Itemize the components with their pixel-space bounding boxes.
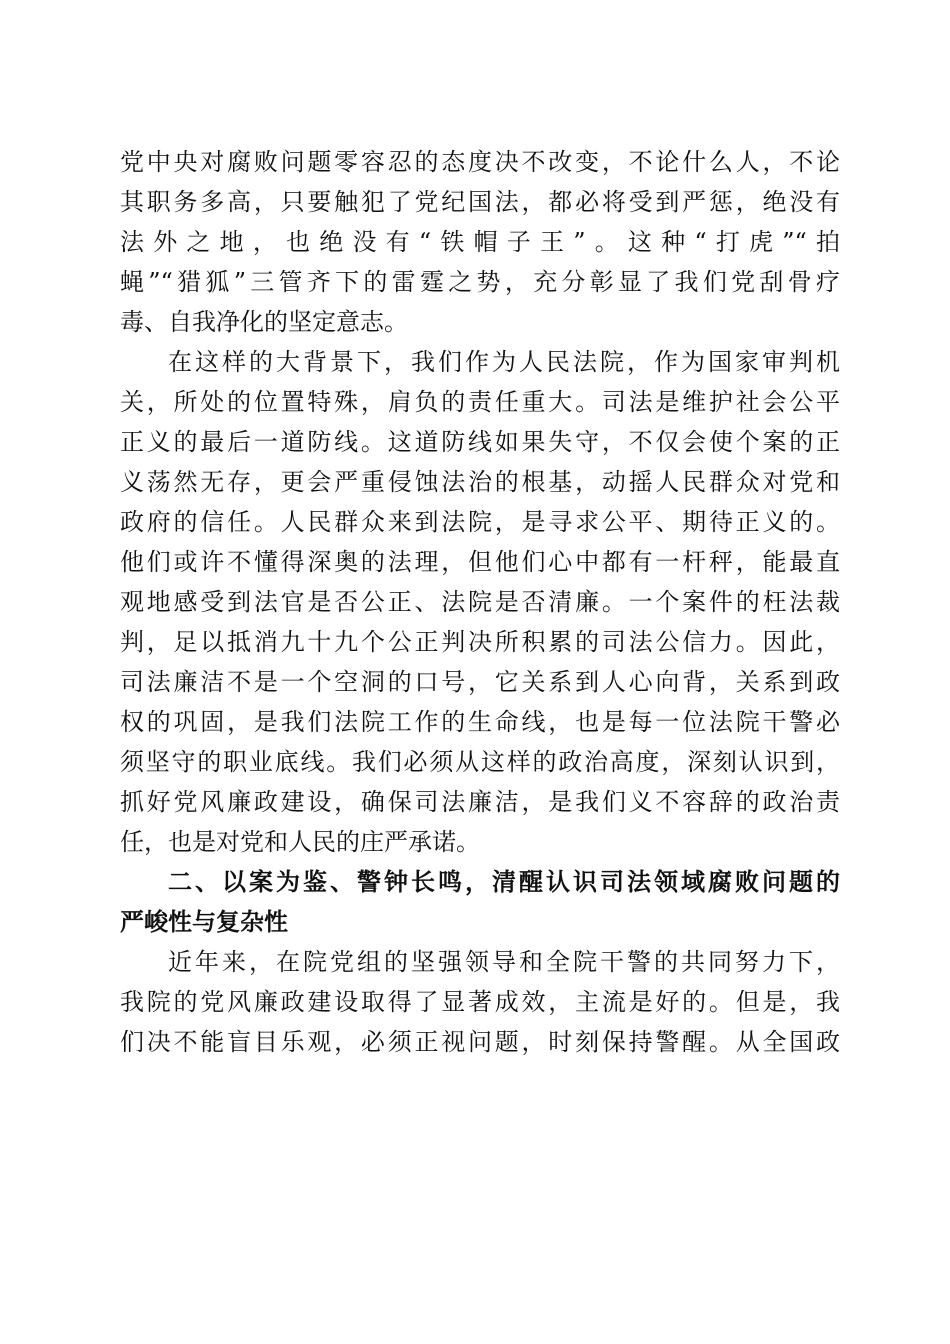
text-line: 蝇”“猎狐”三管齐下的雷霆之势，充分彰显了我们党刮骨疗 [120,268,840,296]
text-line: 其职务多高，只要触犯了党纪国法，都必将受到严惩，绝没有 [120,188,840,216]
section-heading [120,862,840,942]
text-line: 们决不能盲目乐观，必须正视问题，时刻保持警醒。从全国政 [120,1028,840,1056]
text-line: 义荡然无存，更会严重侵蚀法治的根基，动摇人民群众对党和 [120,468,840,496]
text-line: 司法廉洁不是一个空洞的口号，它关系到人心向背，关系到政 [120,668,840,696]
text-line: 毒、自我净化的坚定意志。 [120,308,408,336]
text-line: 判，足以抵消九十九个公正判决所积累的司法公信力。因此， [120,628,840,656]
text-line: 抓好党风廉政建设，确保司法廉洁，是我们义不容辞的政治责 [120,788,840,816]
text-line: 政府的信任。人民群众来到法院，是寻求公平、期待正义的。 [120,508,840,536]
text-line: 近年来，在院党组的坚强领导和全院干警的共同努力下， [168,948,840,976]
heading-line: 二、以案为鉴、警钟长鸣，清醒认识司法领域腐败问题的 [168,868,840,896]
paragraph-1 [120,142,840,342]
text-line: 任，也是对党和人民的庄严承诺。 [120,828,480,856]
text-line: 正义的最后一道防线。这道防线如果失守，不仅会使个案的正 [120,428,840,456]
paragraph-3 [120,942,840,1062]
text-line: 观地感受到法官是否公正、法院是否清廉。一个案件的枉法裁 [120,588,840,616]
text-line: 须坚守的职业底线。我们必须从这样的政治高度，深刻认识到， [120,748,840,776]
text-line: 我院的党风廉政建设取得了显著成效，主流是好的。但是，我 [120,988,840,1016]
text-line: 权的巩固，是我们法院工作的生命线，也是每一位法院干警必 [120,708,840,736]
text-line: 关，所处的位置特殊，肩负的责任重大。司法是维护社会公平 [120,388,840,416]
heading-line: 严峻性与复杂性 [120,908,288,936]
text-line: 法外之地，也绝没有“铁帽子王”。这种“打虎”“拍 [120,228,840,256]
text-line: 他们或许不懂得深奥的法理，但他们心中都有一杆秤，能最直 [120,548,840,576]
text-line: 在这样的大背景下，我们作为人民法院，作为国家审判机 [168,348,840,376]
body-text [120,142,840,1062]
paragraph-2 [120,342,840,862]
text-line: 党中央对腐败问题零容忍的态度决不改变，不论什么人，不论 [120,148,840,176]
